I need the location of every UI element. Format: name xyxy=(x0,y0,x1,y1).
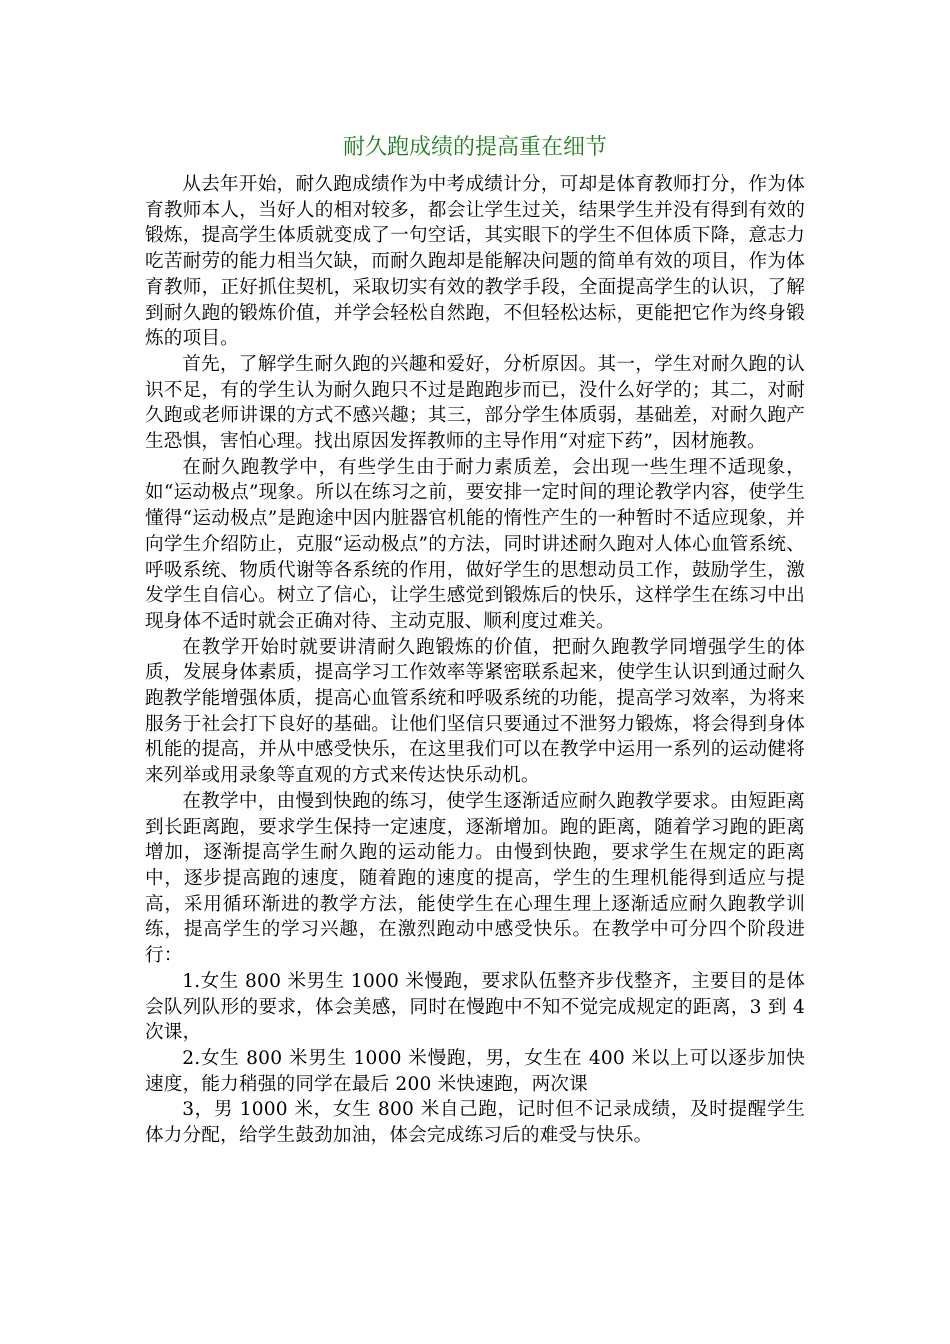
paragraph-stage-1: 1.女生 800 米男生 1000 米慢跑，要求队伍整齐步伐整齐，主要目的是体会队列队形的要求，体会美感，同时在慢跑中不知不觉完成规定的距离，3 到 4 次课， xyxy=(145,970,805,1044)
paragraph-stage-2: 2.女生 800 米男生 1000 米慢跑，男，女生在 400 米以上可以逐步加快速度，能力稍强的同学在最后 200 米快速跑，两次课 xyxy=(145,1047,805,1095)
paragraph-method: 在教学中，由慢到快跑的练习，使学生逐渐适应耐久跑教学要求。由短距离到长距离跑，要求学生保持一定速度，逐渐增加。跑的距离，随着学习跑的距离增加，逐渐提高学生耐久跑的运动能力。由慢到快跑，要求学生在规定的距离中，逐步提高跑的速度，随着跑的速度的提高，学生的生理机能得到适应与提高，采用循环渐进的教学方法，能使学生在心理生理上逐渐适应耐久跑教学训练，提高学生的学习兴趣，在激烈跑动中感受快乐。在教学中可分四个阶段进行： xyxy=(145,790,805,967)
paragraph-stage-3: 3，男 1000 米，女生 800 米自己跑，记时但不记录成绩，及时提醒学生体力分配，给学生鼓劲加油，体会完成练习后的难受与快乐。 xyxy=(145,1099,805,1147)
paragraph-causes: 首先，了解学生耐久跑的兴趣和爱好，分析原因。其一，学生对耐久跑的认识不足，有的学生认为耐久跑只不过是跑跑步而已，没什么好学的；其二，对耐久跑或老师讲课的方式不感兴趣；其三，部分学生体质弱，基础差，对耐久跑产生恐惧，害怕心理。找出原因发挥教师的主导作用“对症下药”，因材施教。 xyxy=(145,353,805,453)
paragraph-value: 在教学开始时就要讲清耐久跑锻炼的价值，把耐久跑教学同增强学生的体质，发展身体素质，提高学习工作效率等紧密联系起来，使学生认识到通过耐久跑教学能增强体质，提高心血管系统和呼吸系统的功能，提高学习效率，为将来服务于社会打下良好的基础。让他们坚信只要通过不泄努力锻炼，将会得到身体机能的提高，并从中感受快乐，在这里我们可以在教学中运用一系列的运动健将来列举或用录象等直观的方式来传达快乐动机。 xyxy=(145,636,805,787)
paragraph-dead-point: 在耐久跑教学中，有些学生由于耐力素质差，会出现一些生理不适现象，如“运动极点”现象。所以在练习之前，要安排一定时间的理论教学内容，使学生懂得“运动极点”是跑途中因内脏器官机能的惰性产生的一种暂时不适应现象，并向学生介绍防止，克服“运动极点”的方法，同时讲述耐久跑对人体心血管系统、呼吸系统、物质代谢等各系统的作用，做好学生的思想动员工作，鼓励学生，激发学生自信心。树立了信心，让学生感觉到锻炼后的快乐，这样学生在练习中出现身体不适时就会正确对待、主动克服、顺利度过难关。 xyxy=(145,456,805,632)
paragraph-intro: 从去年开始，耐久跑成绩作为中考成绩计分，可却是体育教师打分，作为体育教师本人，当好人的相对较多，都会让学生过关，结果学生并没有得到有效的锻炼，提高学生体质就变成了一句空话，其实眼下的学生不但体质下降，意志力吃苦耐劳的能力相当欠缺，而耐久跑却是能解决问题的简单有效的项目，作为体育教师，正好抓住契机，采取切实有效的教学手段，全面提高学生的认识，了解到耐久跑的锻炼价值，并学会轻松自然跑，不但轻松达标，更能把它作为终身锻炼的项目。 xyxy=(145,174,805,350)
document-body xyxy=(145,172,805,1149)
document-title: 耐久跑成绩的提高重在细节 xyxy=(342,135,607,160)
